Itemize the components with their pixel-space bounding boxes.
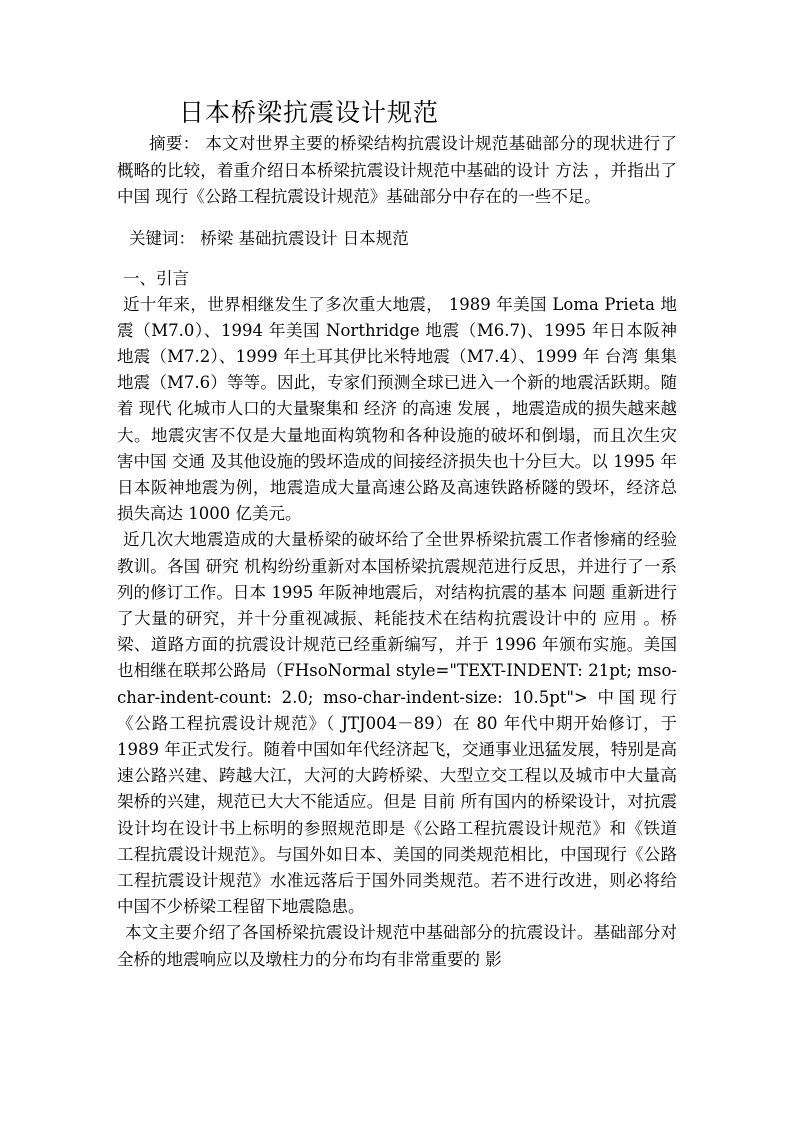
body-paragraph: 近十年来，世界相继发生了多次重大地震， 1989 年美国 Loma Prieta 地震（M7.0）、1994 年美国 Northridge 地震（M6.7)、1995 年日本阪神地震（M7.2）、1999 年土耳其伊比米特地震（M7.4）、1999 年 台湾 集集地震（M7.6）等等。因此，专家们预测全球已进入一个新的地震活跃期。随着 现代 化城市人口的大量聚集和 经济 的高速 发展 ，地震造成的损失越来越大。地震灾害不仅是大量地面构筑物和各种设施的破坏和倒塌，而且次生灾害中国 交通 及其他设施的毁坏造成的间接经济损失也十分巨大。以 1995 年日本阪神地震为例，地震造成大量高速公路及高速铁路桥隧的毁坏，经济总损失高达 1000 亿美元。 (117, 294, 677, 524)
document-title: 日本桥梁抗震设计规范 (179, 98, 440, 127)
body-paragraph: 近几次大地震造成的大量桥梁的破坏给了全世界桥梁抗震工作者惨痛的经验教训。各国 研究 机构纷纷重新对本国桥梁抗震规范进行反思，并进行了一系列的修订工作。日本 1995 年阪神地震后，对结构抗震的基本 问题 重新进行了大量的研究，并十分重视减振、耗能技术在结构抗震设计中的 应用 。桥梁、道路方面的抗震设计规范已经重新编写，并于 1996 年颁布实施。美国也相继在联邦公路局（FHsoNormal style="TEXT-INDENT: 21pt; mso-char-indent-count: 2.0; mso-char-indent-size: 10.5pt"> 中国现行《公路工程抗震设计规范》（ JTJ004－89）在 80 年代中期开始修订，于 1989 年正式发行。随着中国如年代经济起飞，交通事业迅猛发展，特别是高速公路兴建、跨越大江，大河的大跨桥梁、大型立交工程以及城市中大量高架桥的兴建，规范已大大不能适应。但是 目前 所有国内的桥梁设计，对抗震设计均在设计书上标明的参照规范即是《公路工程抗震设计规范》和《铁道工程抗震设计规范》。与国外如日本、美国的同类规范相比，中国现行《公路工程抗震设计规范》水准远落后于国外同类规范。若不进行改进，则必将给中国不少桥梁工程留下地震隐患。 (117, 530, 677, 917)
document-page (117, 95, 677, 973)
body-paragraph: 本文主要介绍了各国桥梁抗震设计规范中基础部分的抗震设计。基础部分对全桥的地震响应以及墩柱力的分布均有非常重要的 影 (117, 923, 677, 969)
section-heading: 一、引言 (123, 268, 189, 288)
abstract-paragraph: 摘要： 本文对世界主要的桥梁结构抗震设计规范基础部分的现状进行了概略的比较，着重介绍日本桥梁抗震设计规范中基础的设计 方法 ，并指出了 中国 现行《公路工程抗震设计规范》基础部分中存在的一些不足。 (117, 134, 677, 206)
keywords-line: 关键词： 桥梁 基础抗震设计 日本规范 (129, 228, 409, 248)
